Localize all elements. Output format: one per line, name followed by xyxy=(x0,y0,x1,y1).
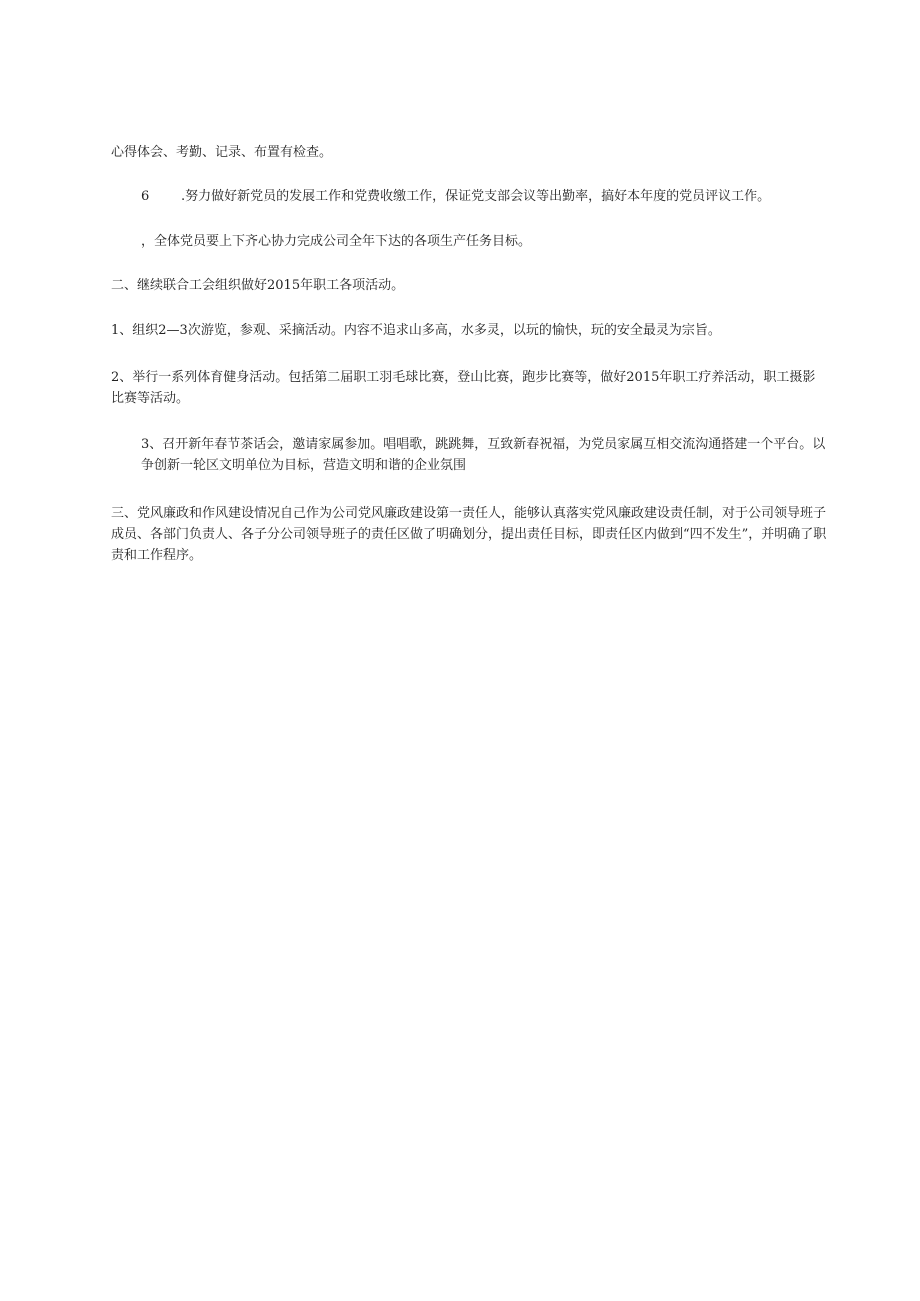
section-heading-2: 二、继续联合工会组织做好2015年职工各项活动。 xyxy=(111,278,405,293)
paragraph-item-3: 3、召开新年春节茶话会，邀请家属参加。唱唱歌，跳跳舞，互致新春祝福，为党员家属互相交流沟通搭建一个平台。以争创新一轮区文明单位为目标，营造文明和谐的企业氛围 xyxy=(141,437,826,473)
paragraph-2 xyxy=(141,186,831,207)
paragraph-item-2: 2、举行一系列体育健身活动。包括第二届职工羽毛球比赛，登山比赛，跑步比赛等，做好2015年职工疗养活动，职工摄影比赛等活动。 xyxy=(111,370,816,406)
section-heading-3: 三、党风廉政和作风建设情况自己作为公司党风廉政建设第一责任人，能够认真落实党风廉政建设责任制，对于公司领导班子成员、各部门负责人、各子分公司领导班子的责任区做了明确划分，提出责任目标，即责任区内做到“四不发生”，并明确了职责和工作程序。 xyxy=(111,506,827,563)
paragraph-1: 心得体会、考勤、记录、布置有检查。 xyxy=(111,145,333,160)
paragraph-2-text: .努力做好新党员的发展工作和党费收缴工作，保证党支部会议等出勤率，搞好本年度的党员评议工作。 xyxy=(181,189,771,204)
paragraph-3: ，全体党员要上下齐心协力完成公司全年下达的各项生产任务目标。 xyxy=(141,234,532,249)
paragraph-item-1: 1、组织2—3次游览，参观、采摘活动。内容不追求山多高，水多灵，以玩的愉快，玩的安全最灵为宗旨。 xyxy=(111,323,721,338)
list-number: 6 xyxy=(141,189,150,204)
